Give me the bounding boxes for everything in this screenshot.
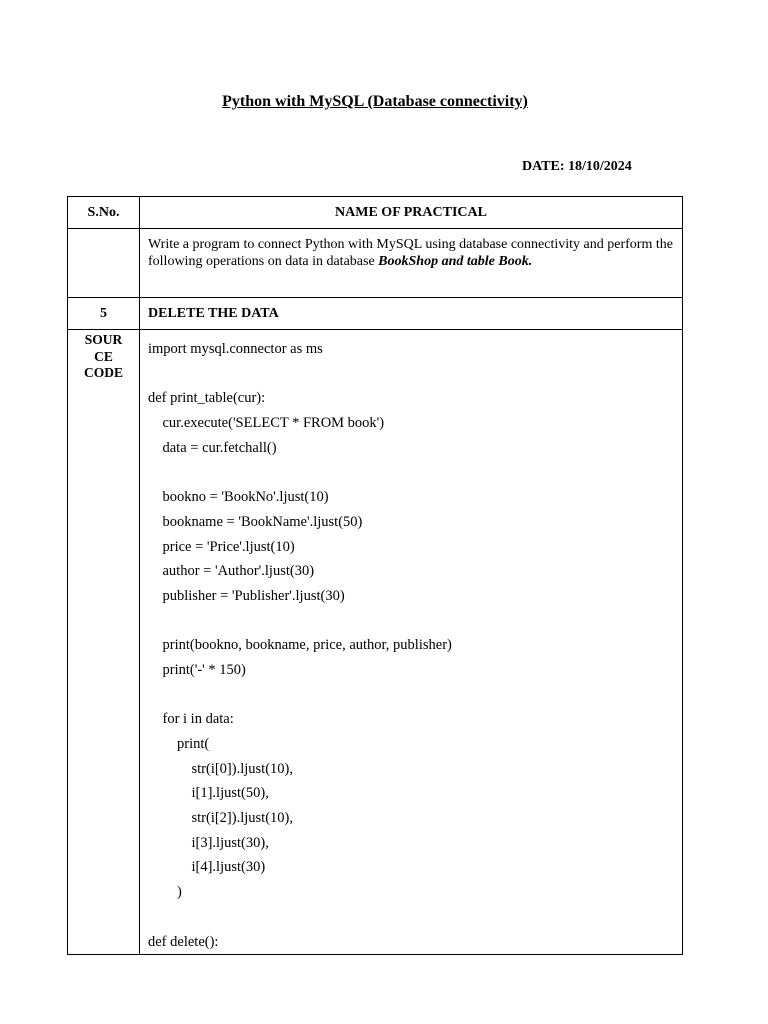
code-line: i[4].ljust(30) (148, 859, 266, 876)
code-line: def delete(): (148, 933, 219, 950)
description-body: Write a program to connect Python with MySQL using database connectivity and perform the following operations on data in database (148, 237, 673, 269)
description-sno-cell (68, 229, 140, 298)
practical-title: DELETE THE DATA (140, 298, 683, 330)
description-cell (140, 229, 683, 298)
code-line (148, 362, 674, 387)
code-line: publisher = 'Publisher'.ljust(30) (148, 587, 345, 604)
description-row (68, 229, 683, 298)
date-label: DATE: 18/10/2024 (522, 159, 632, 174)
description-text (140, 229, 682, 270)
code-line: price = 'Price'.ljust(10) (148, 538, 295, 555)
code-line: ) (148, 884, 182, 901)
code-line: i[3].ljust(30), (148, 834, 269, 851)
code-line: i[1].ljust(50), (148, 785, 269, 802)
code-line: cur.execute('SELECT * FROM book') (148, 415, 385, 432)
table-header-row (68, 197, 683, 229)
source-code-row (68, 330, 683, 955)
source-label-cell (68, 330, 140, 955)
practical-row (68, 298, 683, 330)
page-title: Python with MySQL (Database connectivity) (222, 93, 528, 110)
description-emphasis: BookShop and table Book. (378, 254, 533, 269)
code-line: str(i[2]).ljust(10), (148, 810, 293, 827)
name-of-practical-header: NAME OF PRACTICAL (140, 197, 683, 229)
code-line (148, 905, 674, 930)
code-line (148, 609, 674, 634)
practical-table (67, 196, 683, 955)
code-line: author = 'Author'.ljust(30) (148, 563, 315, 580)
code-line: bookno = 'BookNo'.ljust(10) (148, 489, 329, 506)
code-line: def print_table(cur): (148, 390, 266, 407)
code-line (148, 683, 674, 708)
practical-number: 5 (68, 298, 140, 330)
code-line: str(i[0]).ljust(10), (148, 760, 293, 777)
code-line (148, 460, 674, 485)
code-line: data = cur.fetchall() (148, 439, 277, 456)
code-line: print(bookno, bookname, price, author, publisher) (148, 637, 452, 654)
code-cell (140, 330, 683, 955)
code-line: import mysql.connector as ms (148, 341, 323, 357)
code-line: bookname = 'BookName'.ljust(50) (148, 513, 363, 530)
code-line: print( (148, 736, 210, 752)
code-line: print('-' * 150) (148, 661, 246, 678)
source-code-label: SOUR CE CODE (83, 332, 123, 380)
code-line: for i in data: (148, 711, 234, 728)
code-block (140, 330, 682, 954)
sno-header: S.No. (68, 197, 140, 229)
